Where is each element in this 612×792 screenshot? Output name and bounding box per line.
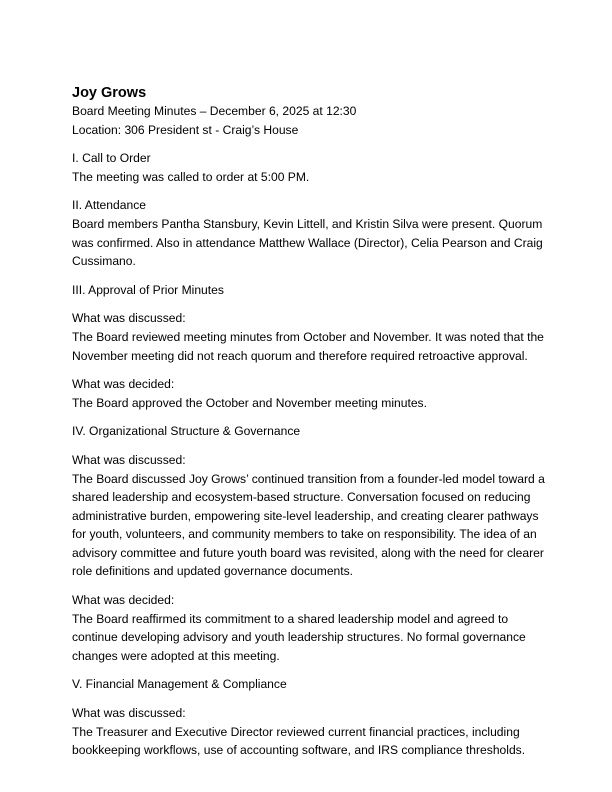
document-title: Joy Grows <box>72 85 147 101</box>
document-subtitle: Board Meeting Minutes – December 6, 2025 at 12:30 <box>72 104 357 118</box>
section-heading-approval: III. Approval of Prior Minutes <box>72 282 224 297</box>
governance-decided-label: What was decided: <box>72 593 175 608</box>
financial-discussed-label: What was discussed: <box>72 706 186 721</box>
section-heading-call-to-order: I. Call to Order <box>72 151 151 166</box>
governance-decided-body: The Board reaffirmed its commitment to a shared leadership model and agreed to continue developing advisory and youth leadership structures. No formal governance changes were adopted at this meeting. <box>72 611 526 663</box>
approval-decided-body: The Board approved the October and November meeting minutes. <box>72 395 427 410</box>
attendance-body: Board members Pantha Stansbury, Kevin Littell, and Kristin Silva were present. Quorum was confirmed. Also in attendance Matthew Wallace (Director), Celia Pearson and Craig Cussimano. <box>72 216 543 269</box>
section-heading-governance: IV. Organizational Structure & Governance <box>72 424 301 439</box>
call-to-order-body: The meeting was called to order at 5:00 PM. <box>72 169 310 184</box>
approval-discussed-body: The Board reviewed meeting minutes from October and November. It was noted that the November meeting did not reach quorum and therefore required retroactive approval. <box>72 329 544 363</box>
approval-decided-label: What was decided: <box>72 377 175 392</box>
section-heading-attendance: II. Attendance <box>72 198 146 213</box>
governance-discussed-body: The Board discussed Joy Grows’ continued transition from a founder-led model toward a shared leadership and ecosystem-based structure. Conversation focused on reducing administrative burden, empowering site-level leadership, and creating clearer pathways for youth, volunteers, and community members to take on responsibility. The idea of an advisory committee and future youth board was revisited, along with the need for clearer role definitions and updated governance documents. <box>72 471 545 579</box>
governance-discussed-label: What was discussed: <box>72 452 186 467</box>
approval-discussed-label: What was discussed: <box>72 311 186 326</box>
document-page <box>72 84 546 760</box>
meeting-location: Location: 306 President st - Craig’s House <box>72 122 299 137</box>
section-heading-financial: V. Financial Management & Compliance <box>72 677 287 692</box>
financial-discussed-body: The Treasurer and Executive Director reviewed current financial practices, including bookkeeping workflows, use of accounting software, and IRS compliance thresholds. <box>72 724 526 758</box>
